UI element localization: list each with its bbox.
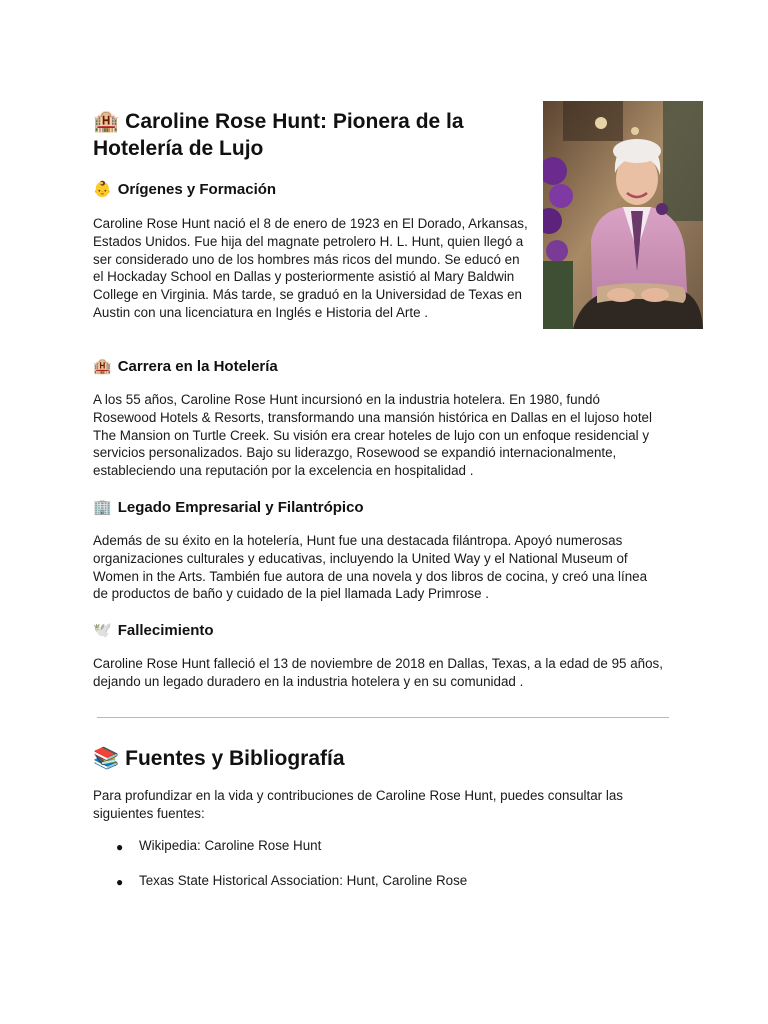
section-heading-carrera bbox=[93, 357, 278, 377]
section-body-fallecimiento: Caroline Rose Hunt falleció el 13 de noviembre de 2018 en Dallas, Texas, a la edad de 95 años, dejando un legado duradero en la industria hotelera y en su comunidad . bbox=[93, 656, 663, 689]
sources-heading bbox=[93, 746, 345, 772]
portrait-photo bbox=[543, 101, 703, 329]
office-building-icon: 🏢 bbox=[93, 499, 112, 516]
horizontal-divider bbox=[97, 717, 669, 718]
section-heading-text: Fallecimiento bbox=[117, 622, 214, 639]
dove-icon: 🕊️ bbox=[93, 622, 112, 639]
section-heading-text: Legado Empresarial y Filantrópico bbox=[117, 499, 364, 516]
source-item-tsha: Texas State Historical Association: Hunt, Caroline Rose bbox=[139, 873, 468, 888]
bullet-icon: ● bbox=[116, 875, 124, 889]
hotel-icon: 🏨 bbox=[93, 110, 120, 133]
portrait-photo-icon bbox=[543, 101, 703, 329]
sources-heading-text: Fuentes y Bibliografía bbox=[125, 747, 345, 770]
document-title-text: Caroline Rose Hunt: Pionera de la Hotelería de Lujo bbox=[93, 110, 464, 160]
bullet-icon: ● bbox=[116, 840, 124, 854]
section-body-origenes: Caroline Rose Hunt nació el 8 de enero de 1923 en El Dorado, Arkansas, Estados Unidos. Fue hija del magnate petrolero H. L. Hunt, quien llegó a ser considerado uno de los hombres más ricos del mundo. Se educó en el Hockaday School en Dallas y posteriormente asistió al Mary Baldwin College en Virginia. Más tarde, se graduó en la Universidad de Texas en Austin con una licenciatura en Inglés e Historia del Arte . bbox=[93, 216, 528, 320]
books-icon: 📚 bbox=[93, 747, 120, 770]
hotel-icon: 🏨 bbox=[93, 358, 112, 375]
section-heading-fallecimiento bbox=[93, 621, 214, 641]
source-item-wikipedia: Wikipedia: Caroline Rose Hunt bbox=[139, 838, 322, 853]
section-body-carrera: A los 55 años, Caroline Rose Hunt incursionó en la industria hotelera. En 1980, fundó Rosewood Hotels & Resorts, transformando una mansión histórica en Dallas en el lujoso hotel The Mansion on Turtle Creek. Su visión era crear hoteles de lujo con un enfoque residencial y servicios personalizados. Bajo su liderazgo, Rosewood se expandió internacionalmente, estableciendo una reputación por la excelencia en hospitalidad . bbox=[93, 392, 652, 479]
baby-icon: 👶 bbox=[93, 181, 112, 198]
section-body-legado: Además de su éxito en la hotelería, Hunt fue una destacada filántropa. Apoyó numerosas organizaciones culturales y educativas, incluyendo la United Way y el National Museum of Women in the Arts. También fue autora de una novela y dos libros de cocina, y creó una línea de productos de baño y cuidado de la piel llamada Lady Primrose . bbox=[93, 533, 648, 602]
section-heading-text: Carrera en la Hotelería bbox=[117, 358, 278, 375]
section-heading-text: Orígenes y Formación bbox=[117, 181, 277, 198]
section-heading-origenes bbox=[93, 180, 276, 200]
sources-intro: Para profundizar en la vida y contribuciones de Caroline Rose Hunt, puedes consultar las siguientes fuentes: bbox=[93, 788, 623, 821]
document-title bbox=[93, 108, 513, 162]
section-heading-legado bbox=[93, 498, 364, 518]
